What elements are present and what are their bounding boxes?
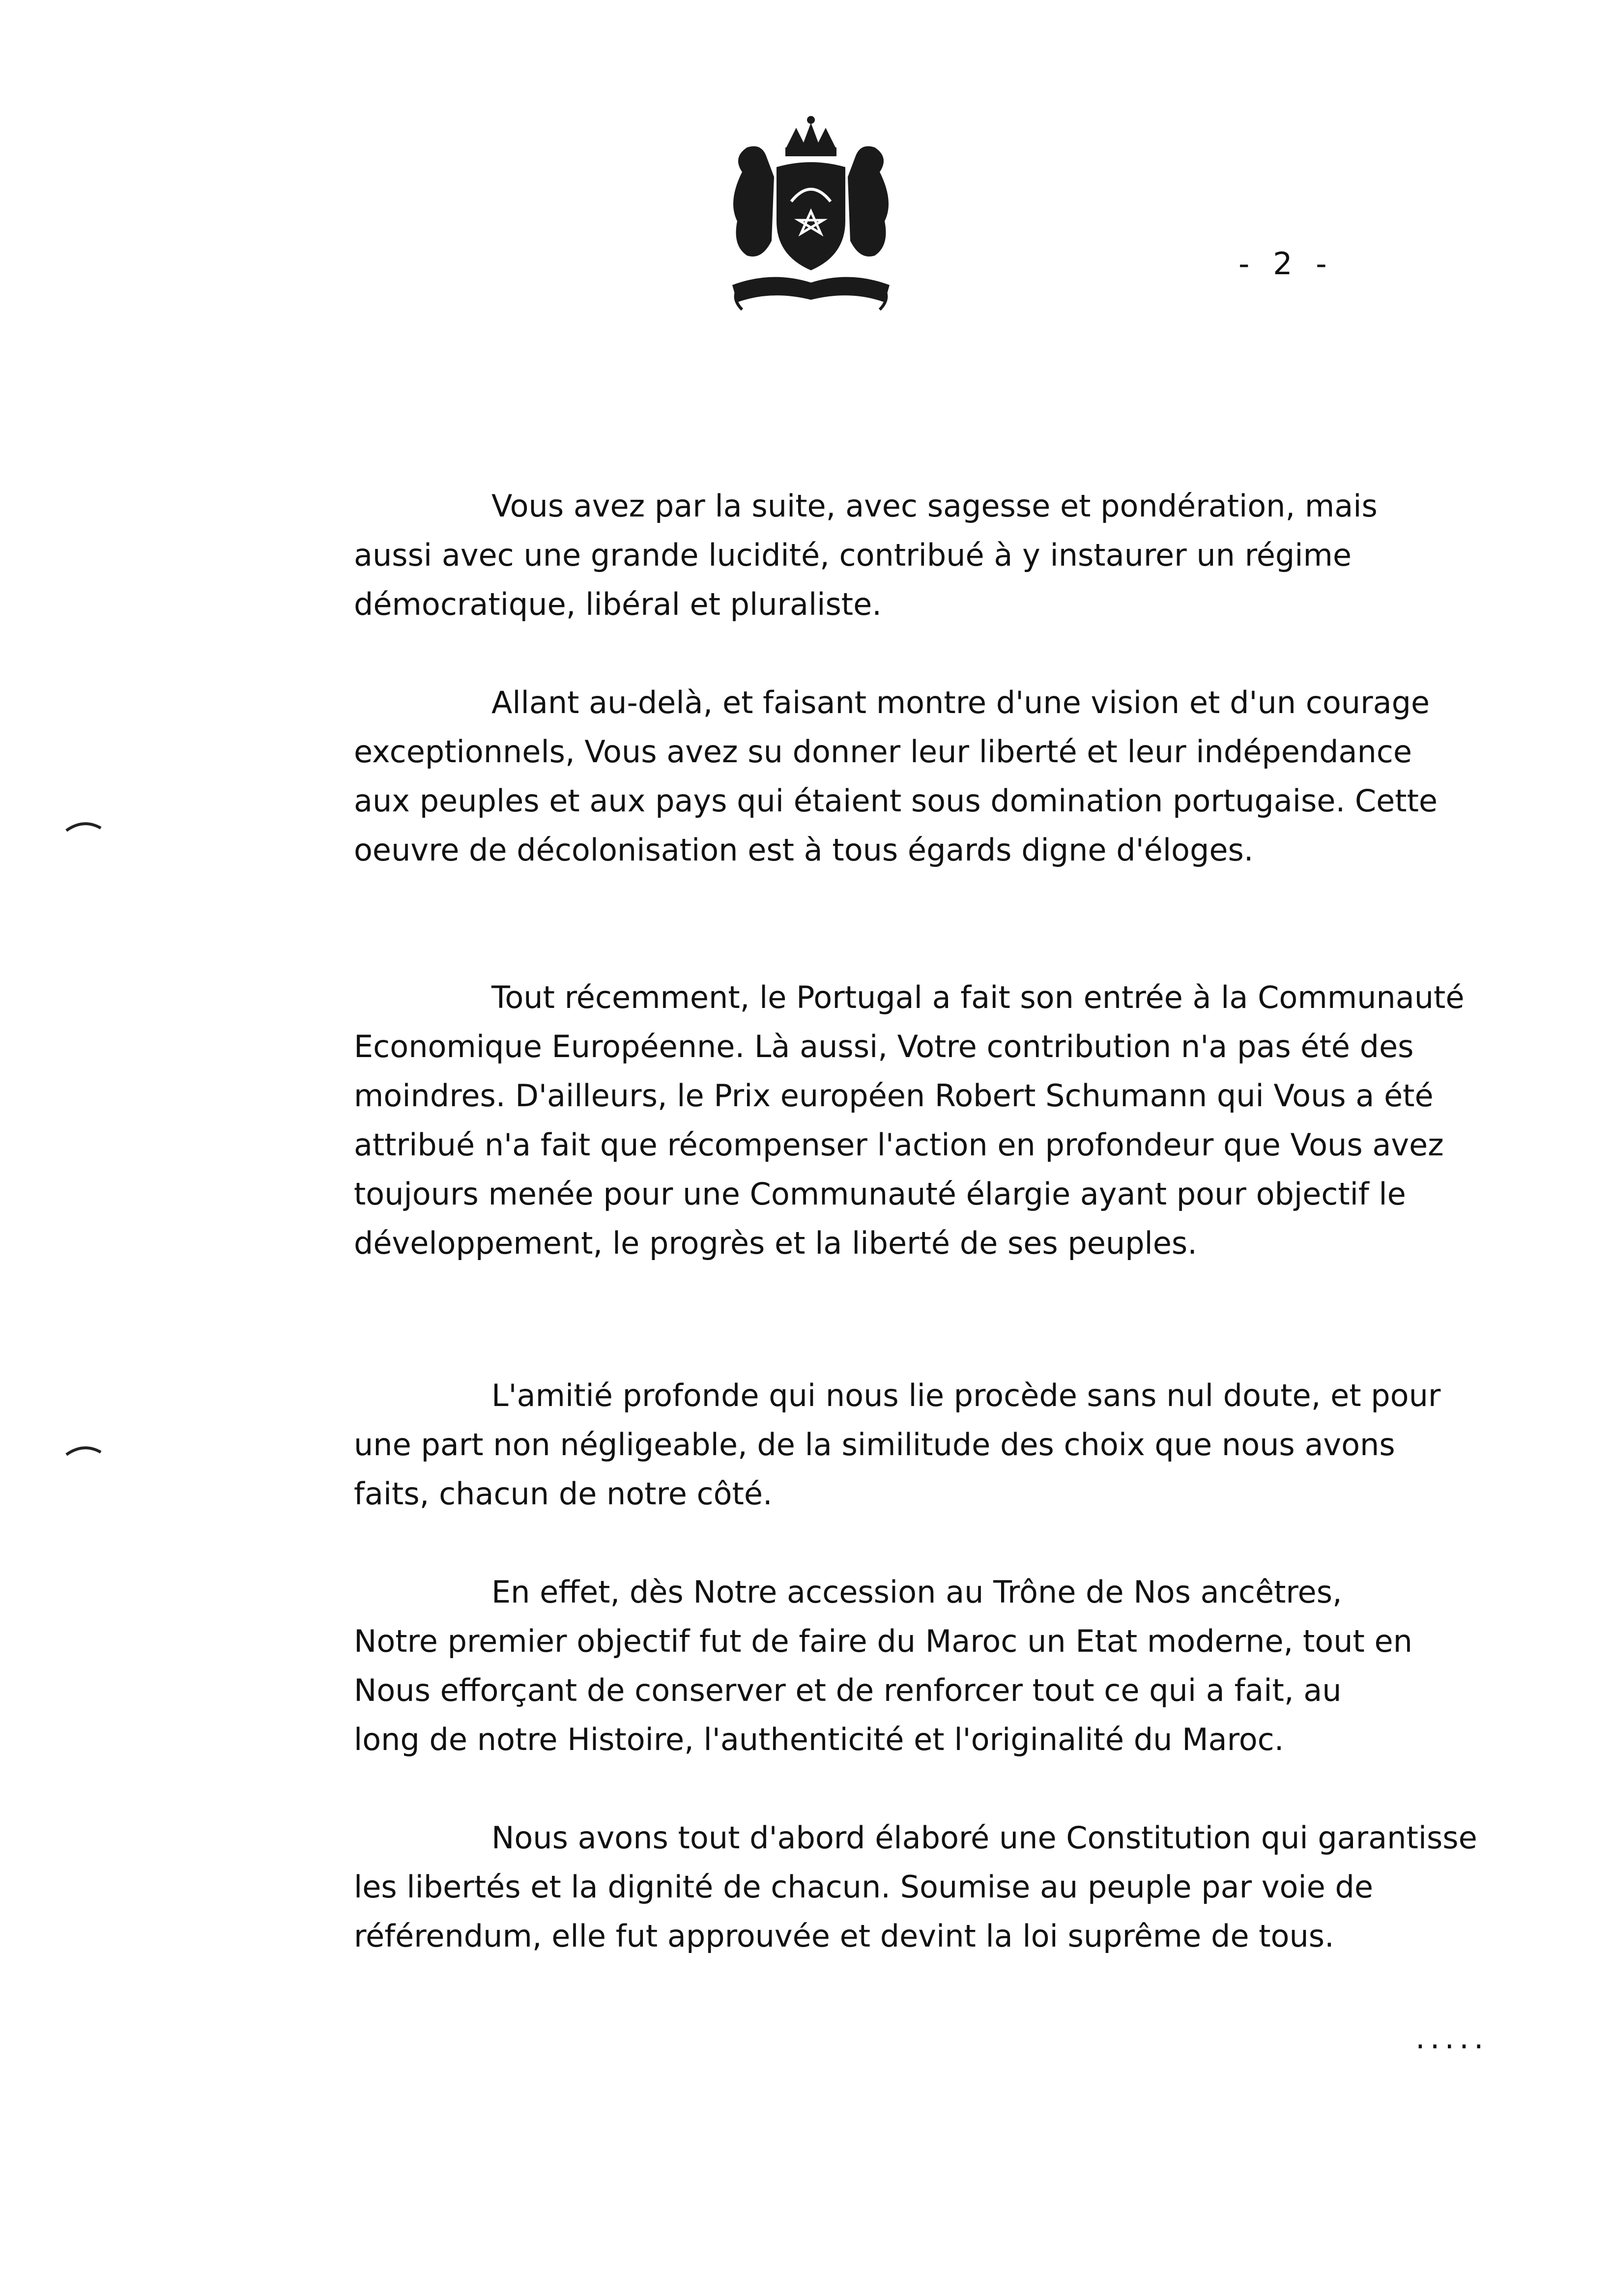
text-line: Nous efforçant de conserver et de renforcer tout ce qui a fait, au <box>354 1672 1342 1708</box>
text-line: L'amitié profonde qui nous lie procède sans nul doute, et pour <box>491 1378 1441 1413</box>
text-line: Tout récemment, le Portugal a fait son entrée à la Communauté <box>491 979 1465 1015</box>
letter-body <box>354 482 1558 1961</box>
continuation-marker: ..... <box>1415 2020 1489 2056</box>
paragraph <box>354 1371 1558 1519</box>
margin-mark <box>64 1440 103 1460</box>
text-line: toujours menée pour une Communauté élargie ayant pour objectif le <box>354 1176 1406 1212</box>
coat-of-arms-icon <box>713 113 909 319</box>
text-line: attribué n'a fait que récompenser l'action en profondeur que Vous avez <box>354 1127 1444 1163</box>
text-line: les libertés et la dignité de chacun. Soumise au peuple par voie de <box>354 1869 1374 1905</box>
text-line: démocratique, libéral et pluraliste. <box>354 586 882 622</box>
paragraph <box>354 1568 1558 1764</box>
text-line: développement, le progrès et la liberté de ses peuples. <box>354 1225 1197 1261</box>
page-number: - 2 - <box>1238 246 1334 282</box>
text-line: moindres. D'ailleurs, le Prix européen Robert Schumann qui Vous a été <box>354 1078 1434 1114</box>
text-line: une part non négligeable, de la similitude des choix que nous avons <box>354 1427 1395 1463</box>
paragraph <box>354 482 1558 629</box>
text-line: oeuvre de décolonisation est à tous égards digne d'éloges. <box>354 832 1254 868</box>
text-line: En effet, dès Notre accession au Trône de Nos ancêtres, <box>491 1574 1342 1610</box>
paragraph <box>354 678 1558 875</box>
text-line: exceptionnels, Vous avez su donner leur liberté et leur indépendance <box>354 734 1412 770</box>
text-line: Notre premier objectif fut de faire du Maroc un Etat moderne, tout en <box>354 1623 1412 1659</box>
text-line: Allant au-delà, et faisant montre d'une vision et d'un courage <box>491 685 1430 720</box>
paragraph <box>354 1813 1558 1961</box>
text-line: référendum, elle fut approuvée et devint la loi suprême de tous. <box>354 1918 1334 1954</box>
text-line: faits, chacun de notre côté. <box>354 1476 773 1512</box>
paragraph <box>354 973 1558 1268</box>
text-line: Economique Européenne. Là aussi, Votre contribution n'a pas été des <box>354 1029 1414 1064</box>
text-line: aussi avec une grande lucidité, contribué à y instaurer un régime <box>354 537 1352 573</box>
text-line: long de notre Histoire, l'authenticité et l'originalité du Maroc. <box>354 1722 1284 1757</box>
margin-mark <box>64 816 103 835</box>
text-line: Vous avez par la suite, avec sagesse et pondération, mais <box>491 488 1378 524</box>
text-line: Nous avons tout d'abord élaboré une Constitution qui garantisse <box>491 1820 1477 1856</box>
text-line: aux peuples et aux pays qui étaient sous domination portugaise. Cette <box>354 783 1438 819</box>
